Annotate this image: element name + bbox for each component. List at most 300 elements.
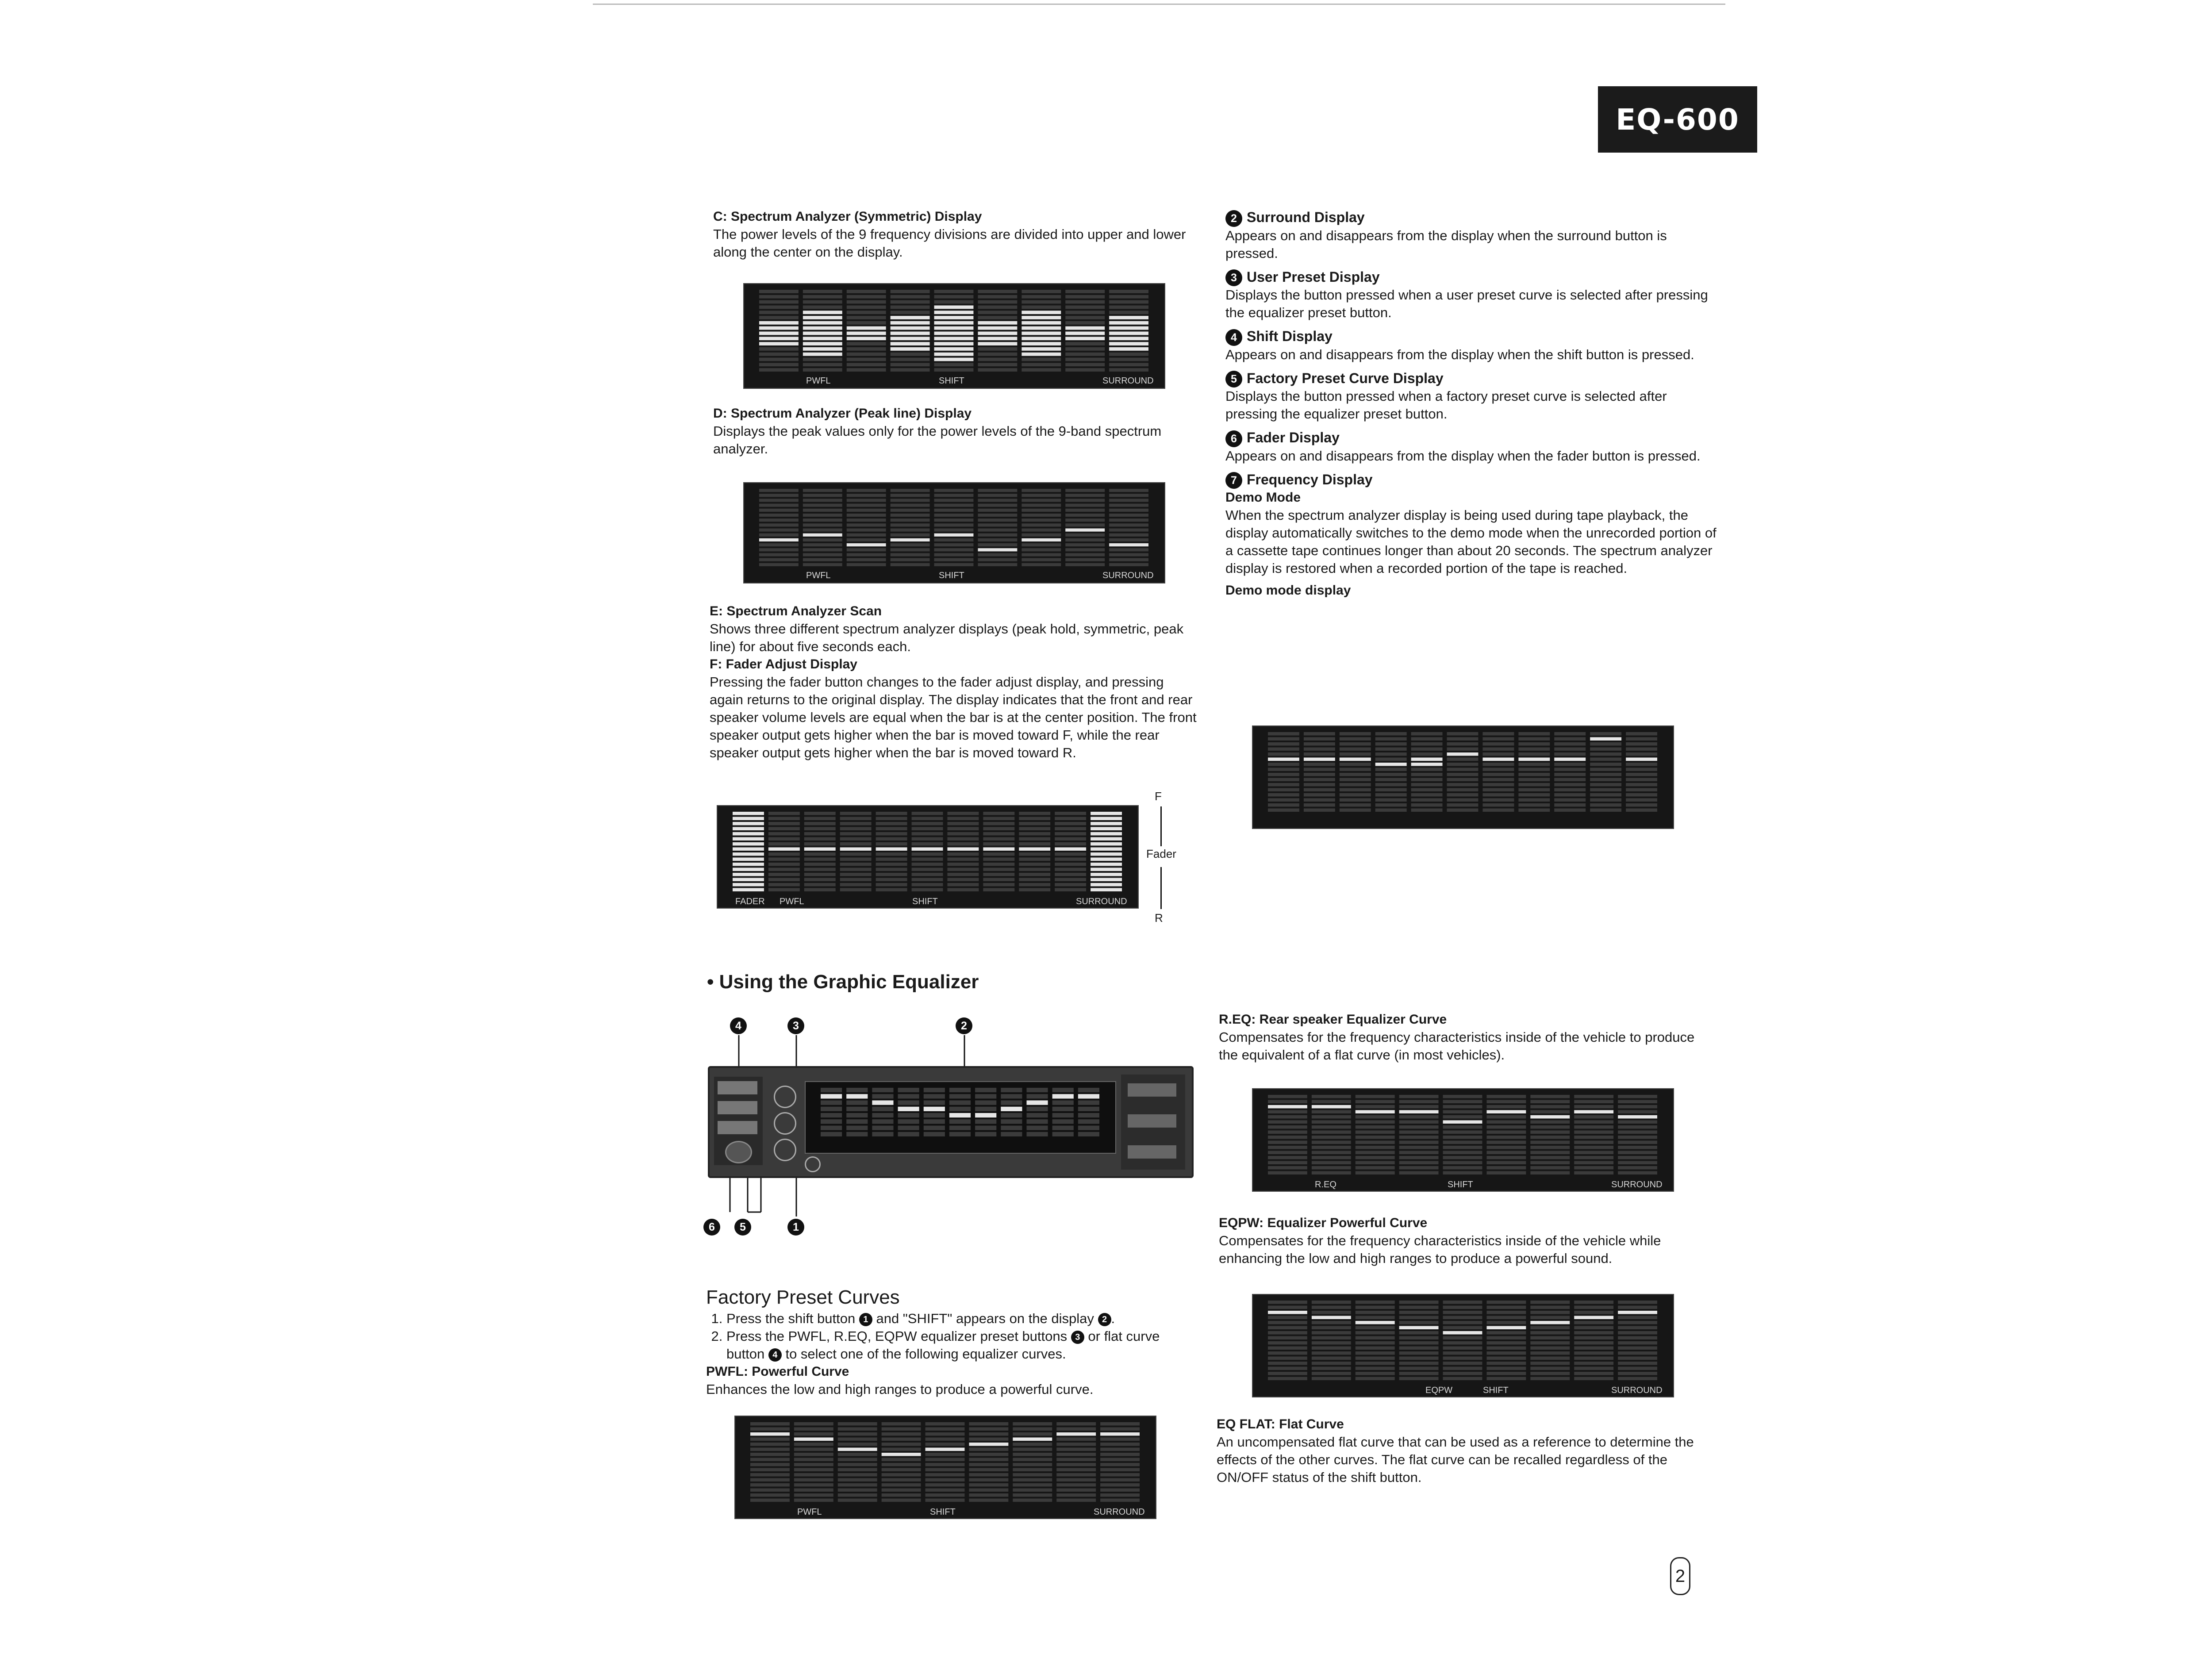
ref-callout-1: 1 bbox=[859, 1313, 872, 1326]
led-segment bbox=[1530, 1095, 1570, 1098]
led-segment bbox=[1056, 1499, 1096, 1502]
led-segment bbox=[1268, 1341, 1307, 1345]
led-segment bbox=[794, 1422, 833, 1426]
led-segment bbox=[1340, 748, 1371, 751]
led-segment bbox=[1554, 758, 1586, 761]
led-segment bbox=[1019, 827, 1050, 831]
led-segment bbox=[1447, 788, 1479, 792]
led-segment bbox=[803, 509, 842, 512]
fader-arrow-up-icon bbox=[1160, 806, 1162, 846]
led-segment bbox=[1312, 1095, 1351, 1098]
led-segment bbox=[1486, 1121, 1526, 1124]
led-segment bbox=[1340, 798, 1371, 802]
led-segment bbox=[1574, 1095, 1613, 1098]
led-segment bbox=[1411, 803, 1443, 807]
led-segment bbox=[1626, 798, 1657, 802]
led-segment bbox=[1399, 1131, 1439, 1134]
led-segment bbox=[1590, 783, 1621, 787]
led-segment bbox=[804, 848, 836, 851]
led-segment bbox=[983, 822, 1014, 825]
led-segment bbox=[1554, 768, 1586, 771]
led-segment bbox=[1268, 1110, 1307, 1114]
led-segment bbox=[1447, 752, 1479, 756]
led-segment bbox=[891, 543, 930, 546]
led-segment bbox=[803, 518, 842, 522]
led-segment bbox=[1443, 1372, 1482, 1375]
led-segment bbox=[794, 1468, 833, 1472]
led-segment bbox=[1399, 1311, 1439, 1314]
led-segment bbox=[759, 337, 799, 340]
led-segment bbox=[1078, 1119, 1099, 1124]
led-segment bbox=[1399, 1326, 1439, 1330]
fader-front-label: F bbox=[1155, 790, 1162, 803]
led-segment bbox=[847, 529, 886, 532]
led-segment bbox=[803, 311, 842, 314]
led-segment bbox=[926, 1443, 965, 1446]
led-segment bbox=[1530, 1357, 1570, 1360]
led-segment bbox=[1013, 1499, 1052, 1502]
led-segment bbox=[1482, 788, 1514, 792]
led-segment bbox=[733, 858, 764, 861]
led-segment bbox=[1554, 773, 1586, 776]
power-knob[interactable] bbox=[805, 1156, 821, 1172]
led-segment bbox=[872, 1119, 893, 1124]
led-segment bbox=[1447, 783, 1479, 787]
led-segment bbox=[1482, 758, 1514, 761]
led-segment bbox=[1109, 353, 1148, 356]
led-segment bbox=[876, 837, 907, 841]
led-segment bbox=[1626, 778, 1657, 782]
led-segment bbox=[1091, 873, 1122, 876]
led-segment bbox=[1055, 832, 1086, 836]
led-segment bbox=[1375, 763, 1407, 766]
led-segment bbox=[1574, 1115, 1613, 1119]
led-segment bbox=[949, 1132, 971, 1136]
led-segment bbox=[1618, 1311, 1657, 1314]
led-segment bbox=[912, 817, 943, 821]
led-segment bbox=[1482, 793, 1514, 797]
led-segment bbox=[1590, 788, 1621, 792]
display-label-shift: SHIFT bbox=[939, 571, 964, 580]
section-f-body: Pressing the fader button changes to the fader adjust display, and pressing again returns to the original display. The display indicates that the front and rear speaker volume levels are equal when the bar is at the center position. The front speaker output gets higher when the bar is moved toward F, while the rear speaker output gets higher when the bar is moved toward R. bbox=[710, 674, 1197, 760]
led-segment bbox=[1312, 1357, 1351, 1360]
led-segment bbox=[978, 558, 1017, 561]
led-segment bbox=[1574, 1341, 1613, 1345]
led-segment bbox=[876, 888, 907, 892]
led-segment bbox=[1443, 1146, 1482, 1149]
led-segment bbox=[978, 509, 1017, 512]
led-segment bbox=[1268, 1377, 1307, 1381]
led-segment bbox=[1078, 1107, 1099, 1111]
led-segment bbox=[1001, 1094, 1022, 1098]
display-item-title bbox=[1225, 268, 1721, 287]
led-segment bbox=[803, 316, 842, 319]
led-segment bbox=[947, 832, 979, 836]
led-segment bbox=[1056, 1483, 1096, 1487]
led-segment bbox=[750, 1422, 790, 1426]
led-segment bbox=[759, 533, 799, 537]
led-segment bbox=[1356, 1367, 1395, 1370]
led-segment bbox=[1022, 543, 1061, 546]
led-segment bbox=[1304, 763, 1335, 766]
eq-button[interactable] bbox=[1128, 1083, 1176, 1097]
led-segment bbox=[1530, 1105, 1570, 1109]
led-segment bbox=[1443, 1306, 1482, 1309]
led-segment bbox=[1052, 1101, 1074, 1105]
led-segment bbox=[1022, 321, 1061, 325]
led-segment bbox=[1100, 1483, 1140, 1487]
led-segment bbox=[1447, 793, 1479, 797]
led-segment bbox=[898, 1126, 919, 1130]
using-section-title: • Using the Graphic Equalizer bbox=[707, 971, 979, 993]
led-segment bbox=[1482, 778, 1514, 782]
led-segment bbox=[1574, 1161, 1613, 1165]
led-segment bbox=[1268, 752, 1299, 756]
led-segment bbox=[838, 1443, 877, 1446]
led-segment bbox=[975, 1132, 996, 1136]
led-segment bbox=[847, 509, 886, 512]
led-segment bbox=[1443, 1151, 1482, 1155]
led-segment bbox=[1013, 1483, 1052, 1487]
led-segment bbox=[949, 1126, 971, 1130]
led-segment bbox=[882, 1432, 921, 1436]
led-segment bbox=[1618, 1131, 1657, 1134]
led-segment bbox=[840, 832, 872, 836]
led-segment bbox=[803, 523, 842, 526]
pwfl-curve-display bbox=[734, 1416, 1156, 1519]
led-segment bbox=[1574, 1156, 1613, 1159]
led-segment bbox=[1518, 748, 1550, 751]
led-segment bbox=[794, 1499, 833, 1502]
led-segment bbox=[1001, 1101, 1022, 1105]
led-segment bbox=[1486, 1141, 1526, 1144]
led-segment bbox=[934, 337, 974, 340]
led-segment bbox=[1052, 1119, 1074, 1124]
led-segment bbox=[1486, 1095, 1526, 1098]
led-segment bbox=[1399, 1171, 1439, 1175]
led-segment bbox=[1486, 1321, 1526, 1324]
led-segment bbox=[1109, 543, 1148, 546]
led-segment bbox=[978, 342, 1017, 345]
led-segment bbox=[1618, 1171, 1657, 1175]
led-segment bbox=[768, 837, 800, 841]
led-segment bbox=[1022, 300, 1061, 304]
led-segment bbox=[1574, 1166, 1613, 1170]
led-segment bbox=[1574, 1105, 1613, 1109]
led-segment bbox=[1019, 878, 1050, 882]
led-segment bbox=[1022, 305, 1061, 309]
led-segment bbox=[1356, 1362, 1395, 1365]
led-segment bbox=[1065, 518, 1105, 522]
led-segment bbox=[1554, 783, 1586, 787]
led-segment bbox=[891, 548, 930, 551]
led-segment bbox=[768, 852, 800, 856]
led-segment bbox=[1574, 1171, 1613, 1175]
led-segment bbox=[1618, 1146, 1657, 1149]
led-segment bbox=[846, 1101, 868, 1105]
fader-rear-label: R bbox=[1155, 911, 1163, 925]
led-segment bbox=[1482, 773, 1514, 776]
led-segment bbox=[978, 494, 1017, 497]
preset-button-pwfl[interactable] bbox=[774, 1086, 796, 1108]
led-segment bbox=[840, 858, 872, 861]
led-segment bbox=[983, 832, 1014, 836]
fader-button[interactable] bbox=[718, 1101, 757, 1114]
led-segment bbox=[1100, 1453, 1140, 1456]
section-d-title: D: Spectrum Analyzer (Peak line) Display bbox=[713, 406, 972, 421]
led-segment bbox=[1486, 1377, 1526, 1381]
led-segment bbox=[1109, 504, 1148, 507]
led-segment bbox=[1482, 752, 1514, 756]
led-segment bbox=[1340, 778, 1371, 782]
led-segment bbox=[1375, 809, 1407, 812]
led-segment bbox=[1109, 321, 1148, 325]
led-segment bbox=[1312, 1166, 1351, 1170]
led-segment bbox=[768, 883, 800, 886]
led-segment bbox=[1356, 1316, 1395, 1320]
led-segment bbox=[978, 553, 1017, 556]
led-segment bbox=[891, 499, 930, 502]
led-segment bbox=[876, 868, 907, 871]
led-segment bbox=[1447, 742, 1479, 746]
led-segment bbox=[1268, 1121, 1307, 1124]
led-segment bbox=[876, 878, 907, 882]
led-segment bbox=[1340, 809, 1371, 812]
led-segment bbox=[1590, 773, 1621, 776]
led-segment bbox=[1100, 1493, 1140, 1497]
display-label-surround: SURROUND bbox=[1611, 1180, 1663, 1190]
led-segment bbox=[1486, 1331, 1526, 1335]
led-segment bbox=[838, 1453, 877, 1456]
display-item-number: 6 bbox=[1225, 430, 1242, 447]
led-segment bbox=[891, 290, 930, 293]
led-segment bbox=[1618, 1372, 1657, 1375]
led-segment bbox=[759, 290, 799, 293]
shift-button[interactable] bbox=[718, 1081, 757, 1094]
led-segment bbox=[1443, 1321, 1482, 1324]
led-segment bbox=[978, 311, 1017, 314]
led-segment bbox=[1013, 1438, 1052, 1441]
led-segment bbox=[1554, 732, 1586, 736]
led-segment bbox=[1340, 732, 1371, 736]
led-segment bbox=[1268, 1336, 1307, 1340]
led-segment bbox=[969, 1458, 1008, 1462]
led-segment bbox=[1411, 793, 1443, 797]
led-segment bbox=[1626, 788, 1657, 792]
led-segment bbox=[1312, 1301, 1351, 1304]
led-segment bbox=[1554, 809, 1586, 812]
led-segment bbox=[1109, 529, 1148, 532]
led-segment bbox=[934, 300, 974, 304]
led-segment bbox=[926, 1499, 965, 1502]
led-segment bbox=[1590, 732, 1621, 736]
led-segment bbox=[1443, 1357, 1482, 1360]
led-segment bbox=[803, 295, 842, 299]
led-segment bbox=[1486, 1367, 1526, 1370]
led-segment bbox=[1312, 1372, 1351, 1375]
led-segment bbox=[1574, 1141, 1613, 1144]
led-segment bbox=[891, 295, 930, 299]
led-segment bbox=[1268, 1316, 1307, 1320]
led-segment bbox=[838, 1493, 877, 1497]
display-label-eqpw: EQPW bbox=[1425, 1385, 1453, 1395]
led-segment bbox=[1055, 812, 1086, 815]
led-segment bbox=[1530, 1351, 1570, 1355]
eqpw-section bbox=[1219, 1214, 1710, 1267]
led-segment bbox=[947, 812, 979, 815]
led-segment bbox=[1109, 305, 1148, 309]
led-segment bbox=[1626, 803, 1657, 807]
led-segment bbox=[838, 1489, 877, 1492]
led-segment bbox=[1486, 1326, 1526, 1330]
symmetric-display bbox=[743, 283, 1165, 389]
display-label-pwfl: PWFL bbox=[780, 897, 804, 906]
led-segment bbox=[1109, 311, 1148, 314]
led-segment bbox=[891, 353, 930, 356]
led-segment bbox=[1443, 1367, 1482, 1370]
led-segment bbox=[1618, 1141, 1657, 1144]
led-segment bbox=[983, 848, 1014, 851]
led-segment bbox=[821, 1107, 842, 1111]
led-segment bbox=[803, 321, 842, 325]
led-segment bbox=[1618, 1316, 1657, 1320]
led-segment bbox=[1078, 1126, 1099, 1130]
led-segment bbox=[1019, 848, 1050, 851]
led-segment bbox=[1618, 1362, 1657, 1365]
led-segment bbox=[1268, 798, 1299, 802]
callout-4: 4 bbox=[730, 1017, 747, 1034]
preset-button-req[interactable] bbox=[774, 1112, 796, 1135]
led-segment bbox=[1618, 1161, 1657, 1165]
led-segment bbox=[821, 1094, 842, 1098]
led-segment bbox=[1411, 773, 1443, 776]
led-segment bbox=[891, 489, 930, 492]
led-segment bbox=[1340, 737, 1371, 741]
led-segment bbox=[804, 868, 836, 871]
led-segment bbox=[1022, 494, 1061, 497]
on-button[interactable] bbox=[1128, 1145, 1176, 1159]
led-segment bbox=[1304, 788, 1335, 792]
led-segment bbox=[1626, 809, 1657, 812]
led-segment bbox=[1019, 837, 1050, 841]
page-number: 2 bbox=[1670, 1557, 1690, 1595]
led-segment bbox=[838, 1422, 877, 1426]
led-segment bbox=[750, 1483, 790, 1487]
led-segment bbox=[1065, 514, 1105, 517]
led-segment bbox=[1109, 518, 1148, 522]
led-segment bbox=[1590, 768, 1621, 771]
led-segment bbox=[1312, 1336, 1351, 1340]
joystick-control[interactable] bbox=[725, 1141, 752, 1163]
led-segment bbox=[759, 347, 799, 351]
led-segment bbox=[1055, 837, 1086, 841]
unit-left-panel bbox=[714, 1077, 763, 1165]
led-segment bbox=[1530, 1161, 1570, 1165]
led-segment bbox=[1091, 812, 1122, 815]
led-segment bbox=[733, 852, 764, 856]
led-segment bbox=[1574, 1316, 1613, 1320]
led-segment bbox=[1399, 1377, 1439, 1381]
surround-button[interactable] bbox=[718, 1121, 757, 1134]
led-segment bbox=[1626, 752, 1657, 756]
flat-button[interactable] bbox=[1128, 1114, 1176, 1128]
led-segment bbox=[840, 842, 872, 846]
led-segment bbox=[876, 858, 907, 861]
led-segment bbox=[1312, 1362, 1351, 1365]
led-segment bbox=[1486, 1136, 1526, 1139]
eqpw-title: EQPW: Equalizer Powerful Curve bbox=[1219, 1216, 1428, 1230]
led-segment bbox=[1590, 778, 1621, 782]
led-segment bbox=[1618, 1321, 1657, 1324]
led-segment bbox=[840, 873, 872, 876]
preset-button-eqpw[interactable] bbox=[774, 1139, 796, 1161]
led-segment bbox=[1013, 1428, 1052, 1431]
led-segment bbox=[1375, 748, 1407, 751]
led-segment bbox=[1411, 778, 1443, 782]
led-segment bbox=[1554, 737, 1586, 741]
led-segment bbox=[846, 1107, 868, 1111]
led-segment bbox=[983, 827, 1014, 831]
led-segment bbox=[1019, 842, 1050, 846]
led-segment bbox=[1443, 1141, 1482, 1144]
led-segment bbox=[1268, 1115, 1307, 1119]
ref-callout-2: 2 bbox=[1098, 1313, 1111, 1326]
factory-section-title: Factory Preset Curves bbox=[706, 1286, 900, 1308]
led-segment bbox=[1356, 1136, 1395, 1139]
led-segment bbox=[804, 858, 836, 861]
led-segment bbox=[934, 353, 974, 356]
head-unit bbox=[708, 1066, 1194, 1178]
led-segment bbox=[1486, 1341, 1526, 1345]
led-segment bbox=[1399, 1331, 1439, 1335]
display-label-fader: FADER bbox=[735, 897, 765, 906]
led-segment bbox=[1447, 763, 1479, 766]
led-segment bbox=[1091, 817, 1122, 821]
led-segment bbox=[1486, 1166, 1526, 1170]
led-segment bbox=[1312, 1377, 1351, 1381]
req-section bbox=[1219, 1011, 1710, 1064]
led-segment bbox=[975, 1119, 996, 1124]
display-label-surround: SURROUND bbox=[1094, 1507, 1145, 1517]
led-segment bbox=[1443, 1105, 1482, 1109]
led-segment bbox=[898, 1132, 919, 1136]
led-segment bbox=[794, 1473, 833, 1477]
led-segment bbox=[1399, 1141, 1439, 1144]
led-segment bbox=[847, 553, 886, 556]
led-segment bbox=[1411, 783, 1443, 787]
led-segment bbox=[847, 494, 886, 497]
led-segment bbox=[1022, 523, 1061, 526]
led-segment bbox=[1375, 758, 1407, 761]
led-segment bbox=[1013, 1468, 1052, 1472]
led-segment bbox=[1268, 1347, 1307, 1350]
led-segment bbox=[1065, 358, 1105, 361]
led-segment bbox=[1486, 1146, 1526, 1149]
led-segment bbox=[768, 842, 800, 846]
led-segment bbox=[1618, 1166, 1657, 1170]
led-segment bbox=[846, 1094, 868, 1098]
led-segment bbox=[1022, 548, 1061, 551]
led-segment bbox=[750, 1468, 790, 1472]
led-segment bbox=[1574, 1321, 1613, 1324]
led-segment bbox=[1268, 783, 1299, 787]
led-segment bbox=[1268, 1161, 1307, 1165]
led-segment bbox=[978, 332, 1017, 335]
led-segment bbox=[1304, 752, 1335, 756]
peak-line-display bbox=[743, 482, 1165, 583]
section-e-title: E: Spectrum Analyzer Scan bbox=[710, 604, 882, 618]
led-segment bbox=[750, 1448, 790, 1451]
